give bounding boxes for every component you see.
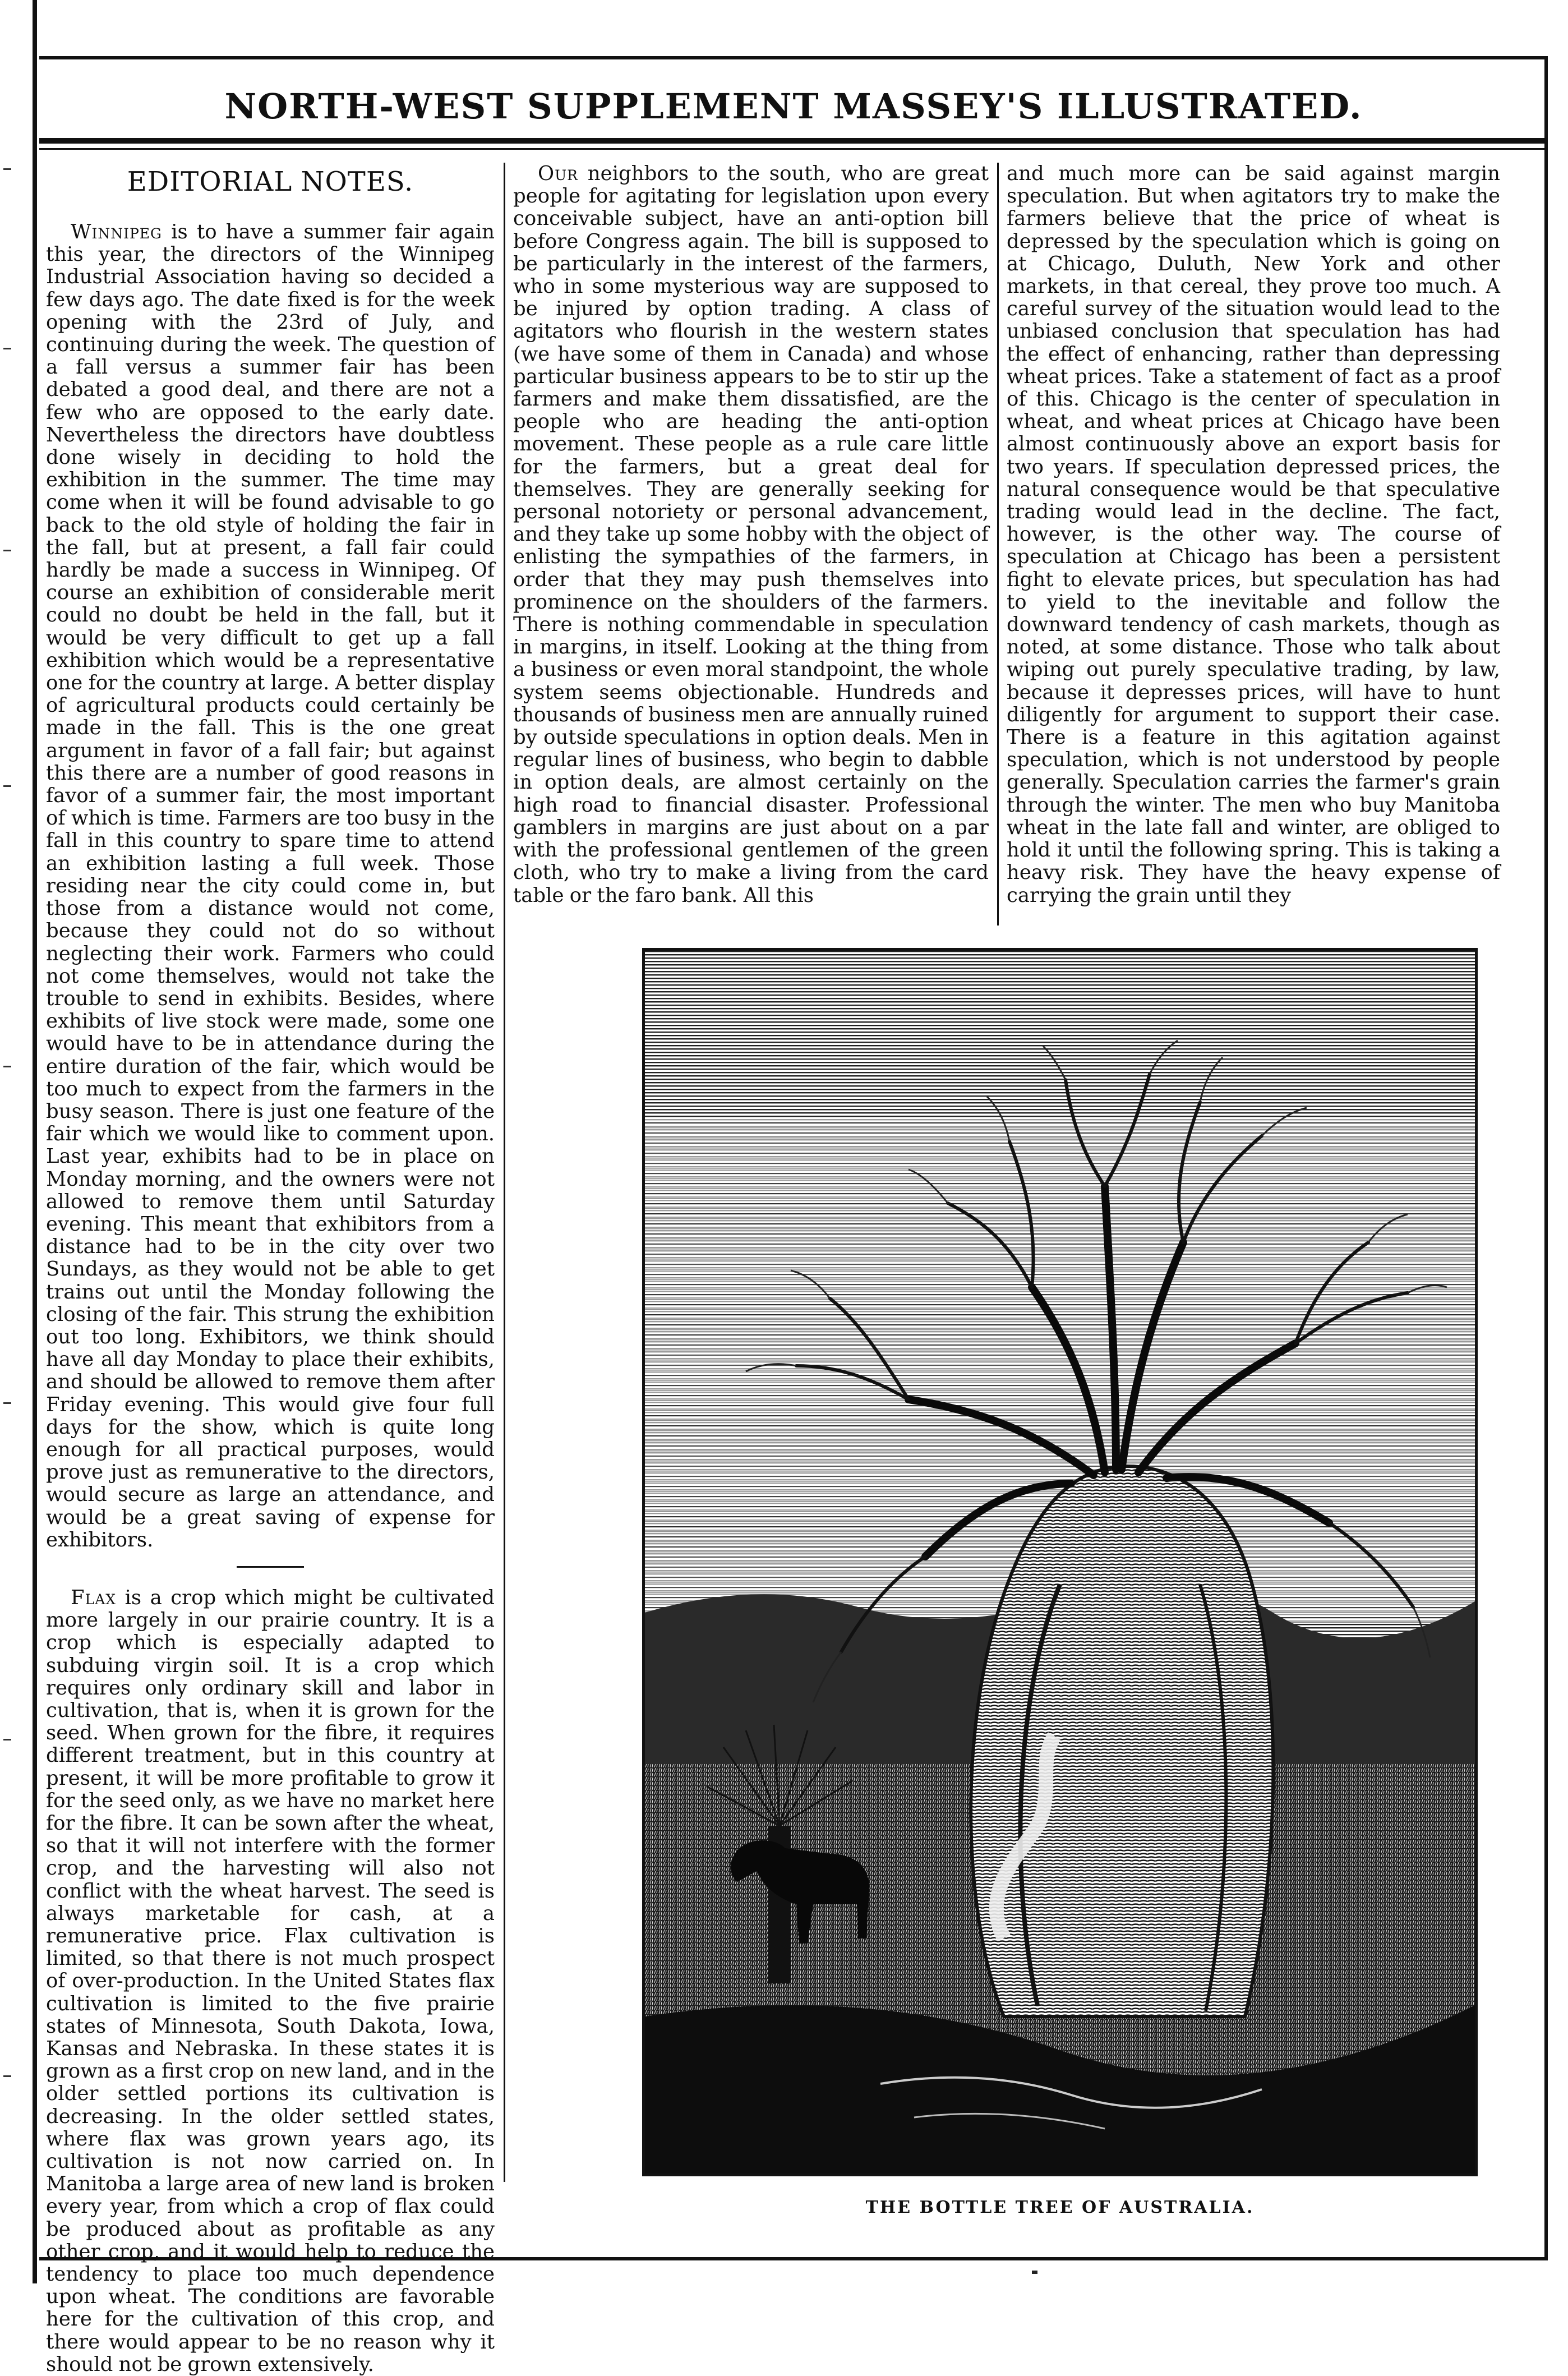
page-speck	[1032, 2271, 1037, 2274]
neighbors-lead-word: Our	[538, 162, 578, 185]
flax-lead-word: Flax	[71, 1586, 117, 1609]
winnipeg-fair-text: is to have a summer fair again this year, the directors of the Winnipeg Industrial Association having so decided a few days ago. The date fixed is for the week opening with the 23rd of July, and continuing during the week. The question of a fall versus a summer fair has been debated a good deal, and there are not a few who are opposed to the early date. Nevertheless the directors have doubtless done wisely in deciding to hold the exhibition in the summer. The time may come when it will be found advisable to go back to the old style of holding the fair in the fall, but at present, a fall fair could hardly be made a success in Winnipeg. Of course an exhibition of considerable merit could no doubt be held in the fall, but it would be very difficult to get up a fall exhibition which would be a representative one for the country at large. A better display of agricultural products could certainly be made in the fall. This is the one great argument in favor of a fall fair; but against this there are a number of good reasons in favor of a summer fair, the most important of which is time. Farmers are too busy in the fall in this country to spare time to attend an exhibition lasting a full week. Those residing near the city could come in, but those from a distance would not come, because they could not do so without neglecting their work. Farmers who could not come themselves, would not take the trouble to send in exhibits. Besides, where exhibits of live stock were made, some one would have to be in attendance during the entire duration of the fair, which would be too much to expect from the farmers in the busy season. There is just one feature of the fair which we would like to comment upon. Last year, exhibits had to be in place on Monday morning, and the owners were not allowed to remove them until Saturday evening. This meant that exhibitors from a distance had to be in the city over two Sundays, as they would not be able to get trains out until the Monday following the closing of the fair. This strung the exhibition out too long. Exhibitors, we think should have all day Monday to place their exhibits, and should be allowed to remove them after Friday evening. This would give four full days for the show, which is quite long enough for all practical purposes, would prove just as remunerative to the directors, would secure as large an attendance, and would be a great saving of expense for exhibitors.	[46, 220, 495, 1551]
column-editorial-left	[46, 163, 495, 2376]
masthead-rule-heavy	[39, 138, 1548, 144]
winnipeg-lead-word: Winnipeg	[71, 220, 163, 243]
flax-paragraph	[46, 1587, 495, 2376]
flax-text: is a crop which might be cultivated more largely in our prairie country. It is a crop which is especially adapted to subduing virgin soil. It is a crop which requires only ordinary skill and labor in cultivation, that is, when it is grown for the seed. When grown for the fibre, it requires different treatment, but in this country at present, it will be more profitable to grow it for the seed only, as we have no market here for the fibre. It can be sown after the wheat, so that it will not interfere with the former crop, and the harvesting will also not conflict with the wheat harvest. The seed is always marketable for cash, at a remunerative price. Flax cultivation is limited, so that there is not much prospect of over-production. In the United States flax cultivation is limited to the five prairie states of Minnesota, South Dakota, Iowa, Kansas and Nebraska. In these states it is grown as a first crop on new land, and in the older settled portions its cultivation is decreasing. In the older settled states, where flax was grown years ago, its cultivation is not now carried on. In Manitoba a large area of new land is broken every year, from which a crop of flax could be produced about as profitable as any other crop, and it would help to reduce the tendency to place too much dependence upon wheat. The conditions are favorable here for the cultivation of this crop, and there would appear to be no reason why it should not be grown extensively.	[46, 1586, 495, 2376]
page-binding-edge	[0, 0, 37, 2283]
column-editorial-middle	[513, 163, 989, 920]
column-editorial-right	[1007, 163, 1500, 920]
winnipeg-fair-paragraph	[46, 221, 495, 1551]
anti-option-paragraph	[513, 163, 989, 907]
masthead-rule-light	[39, 148, 1548, 150]
column-rule-left	[504, 163, 505, 2182]
illustration-caption: THE BOTTLE TREE OF AUSTRALIA.	[865, 2198, 1255, 2217]
section-divider	[237, 1566, 304, 1568]
bottle-tree-engraving	[642, 948, 1478, 2176]
editorial-heading: EDITORIAL NOTES.	[127, 166, 414, 197]
bottle-tree-picture	[645, 951, 1475, 2174]
anti-option-text: neighbors to the south, who are great people for agitating for legislation upon every conceivable subject, have an anti-option bill before Congress again. The bill is supposed to be particularly in the interest of the farmers, who in some mysterious way are supposed to be injured by option trading. A class of agitators who flourish in the western states (we have some of them in Canada) and whose particular business appears to be to stir up the farmers and make them dissatisfied, are the people who are heading the anti-option movement. These people as a rule care little for the farmers, but a great deal for themselves. They are generally seeking for personal notoriety or personal advancement, and they take up some hobby with the object of enlisting the sympathies of the farmers, in order that they may push themselves into prominence on the shoulders of the farmers. There is nothing commendable in speculation in margins, in itself. Looking at the thing from a business or even moral standpoint, the whole system seems objectionable. Hundreds and thousands of business men are annually ruined by outside speculations in option deals. Men in regular lines of business, who begin to dabble in option deals, are almost certainly on the high road to financial disaster. Professional gamblers in margins are just about on a par with the professional gentlemen of the green cloth, who try to make a living from the card table or the faro bank. All this	[513, 162, 989, 907]
column-rule-right	[997, 163, 999, 925]
speculation-continued-paragraph: and much more can be said against margin speculation. But when agitators try to make the farmers believe that the price of wheat is depressed by the speculation which is going on at Chicago, Duluth, New York and other markets, in that cereal, they prove too much. A careful survey of the situation would lead to the unbiased conclusion that speculation has had the effect of enhancing, rather than depressing wheat prices. Take a statement of fact as a proof of this. Chicago is the center of speculation in wheat, and wheat prices at Chicago have been almost continuously above an export basis for two years. If speculation depressed prices, the natural consequence would be that speculative trading would lead in the decline. The fact, however, is the other way. The course of speculation at Chicago has been a persistent fight to elevate prices, but speculation has had to yield to the inevitable and follow the downward tendency of cash markets, though as noted, at some distance. Those who talk about wiping out purely speculative trading, by law, because it depresses prices, will have to hunt diligently for argument to support their case. There is a feature in this agitation against speculation, which is not understood by people generally. Speculation carries the farmer's grain through the winter. The men who buy Manitoba wheat in the late fall and winter, are obliged to hold it until the following spring. This is taking a heavy risk. They have the heavy expense of carrying the grain until they	[1007, 162, 1500, 907]
masthead-title: NORTH-WEST SUPPLEMENT MASSEY'S ILLUSTRATED.	[224, 86, 1363, 127]
